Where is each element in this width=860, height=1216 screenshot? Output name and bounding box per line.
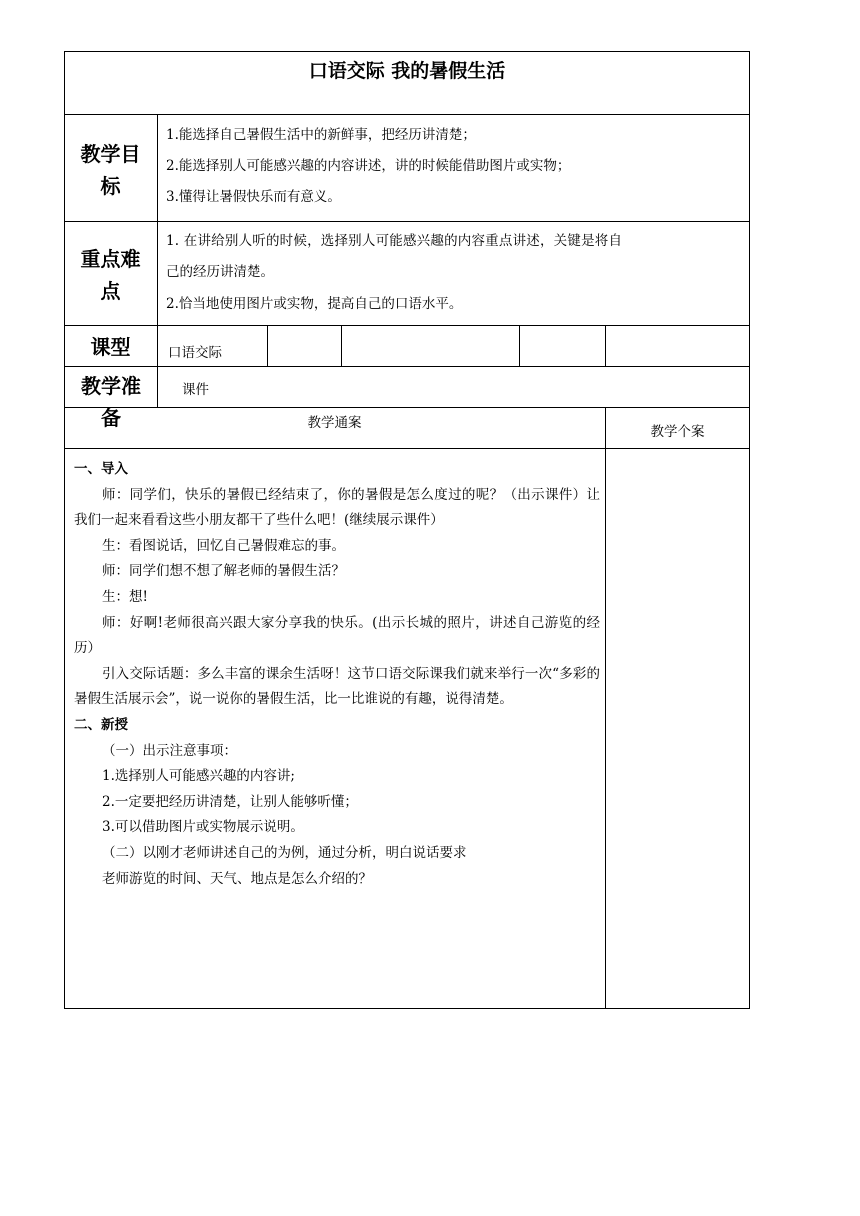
paragraph: 引入交际话题：多么丰富的课余生活呀！这节口语交际课我们就来举行一次“多彩的暑假生活展示会”，说一说你的暑假生活，比一比谁说的有趣，说得清楚。: [74, 665, 600, 708]
table-border: [64, 1008, 750, 1009]
table-border: [749, 51, 750, 1009]
lesson-type-value: 口语交际: [168, 345, 222, 361]
table-border: [519, 325, 520, 366]
paragraph: （一）出示注意事项：: [102, 742, 237, 759]
paragraph: 生：想!: [102, 588, 148, 605]
objective-item: 2.能选择别人可能感兴趣的内容讲述，讲的时候能借助图片或实物；: [166, 158, 571, 174]
table-border: [64, 325, 750, 326]
list-item: 2.一定要把经历讲清楚，让别人能够听懂；: [102, 793, 358, 810]
list-item: 1.选择别人可能感兴趣的内容讲;: [102, 768, 295, 785]
page-title: 口语交际 我的暑假生活: [308, 60, 506, 82]
objectives-label: 教学目标: [80, 142, 141, 198]
individual-plan-header: 教学个案: [650, 424, 705, 440]
table-border: [341, 325, 342, 366]
paragraph: 师：好啊!老师很高兴跟大家分享我的快乐。(出示长城的照片，讲述自己游览的经历）: [74, 614, 600, 657]
table-border: [605, 407, 606, 1009]
section-heading: 一、导入: [74, 461, 128, 477]
prep-label-clip: [65, 367, 157, 430]
prep-value: 课件: [182, 382, 209, 398]
key-point-item: 2.恰当地使用图片或实物，提高自己的口语水平。: [166, 296, 463, 312]
table-border: [157, 114, 158, 407]
key-points-label: 重点难点: [80, 247, 141, 303]
prep-label: 教学准备: [81, 374, 141, 430]
table-border: [64, 448, 750, 449]
table-border: [64, 407, 750, 408]
common-plan-header: 教学通案: [307, 415, 362, 431]
paragraph: 老师游览的时间、天气、地点是怎么介绍的？: [102, 870, 372, 887]
objective-item: 3.懂得让暑假快乐而有意义。: [166, 189, 341, 205]
key-point-item: 1. 在讲给别人听的时候，选择别人可能感兴趣的内容重点讲述，关键是将自: [166, 233, 623, 249]
table-border: [64, 114, 750, 115]
paragraph: （二）以刚才老师讲述自己的为例，通过分析，明白说话要求: [102, 844, 467, 861]
table-border: [64, 221, 750, 222]
lesson-body: [74, 457, 600, 892]
key-point-item: 己的经历讲清楚。: [166, 264, 274, 280]
table-border: [64, 366, 750, 367]
section-heading: 二、新授: [74, 716, 128, 733]
lesson-type-label: 课型: [90, 335, 131, 359]
paragraph: 师：同学们，快乐的暑假已经结束了，你的暑假是怎么度过的呢？（出示课件）让我们一起来看看这些小朋友都干了些什么吧！(继续展示课件）: [74, 486, 600, 529]
paragraph: 生：看图说话，回忆自己暑假难忘的事。: [102, 537, 345, 554]
list-item: 3.可以借助图片或实物展示说明。: [102, 819, 304, 836]
table-border: [605, 325, 606, 366]
paragraph: 师：同学们想不想了解老师的暑假生活？: [102, 563, 345, 580]
table-border: [64, 51, 750, 52]
objective-item: 1.能选择自己暑假生活中的新鲜事，把经历讲清楚；: [166, 127, 476, 143]
table-border: [267, 325, 268, 366]
